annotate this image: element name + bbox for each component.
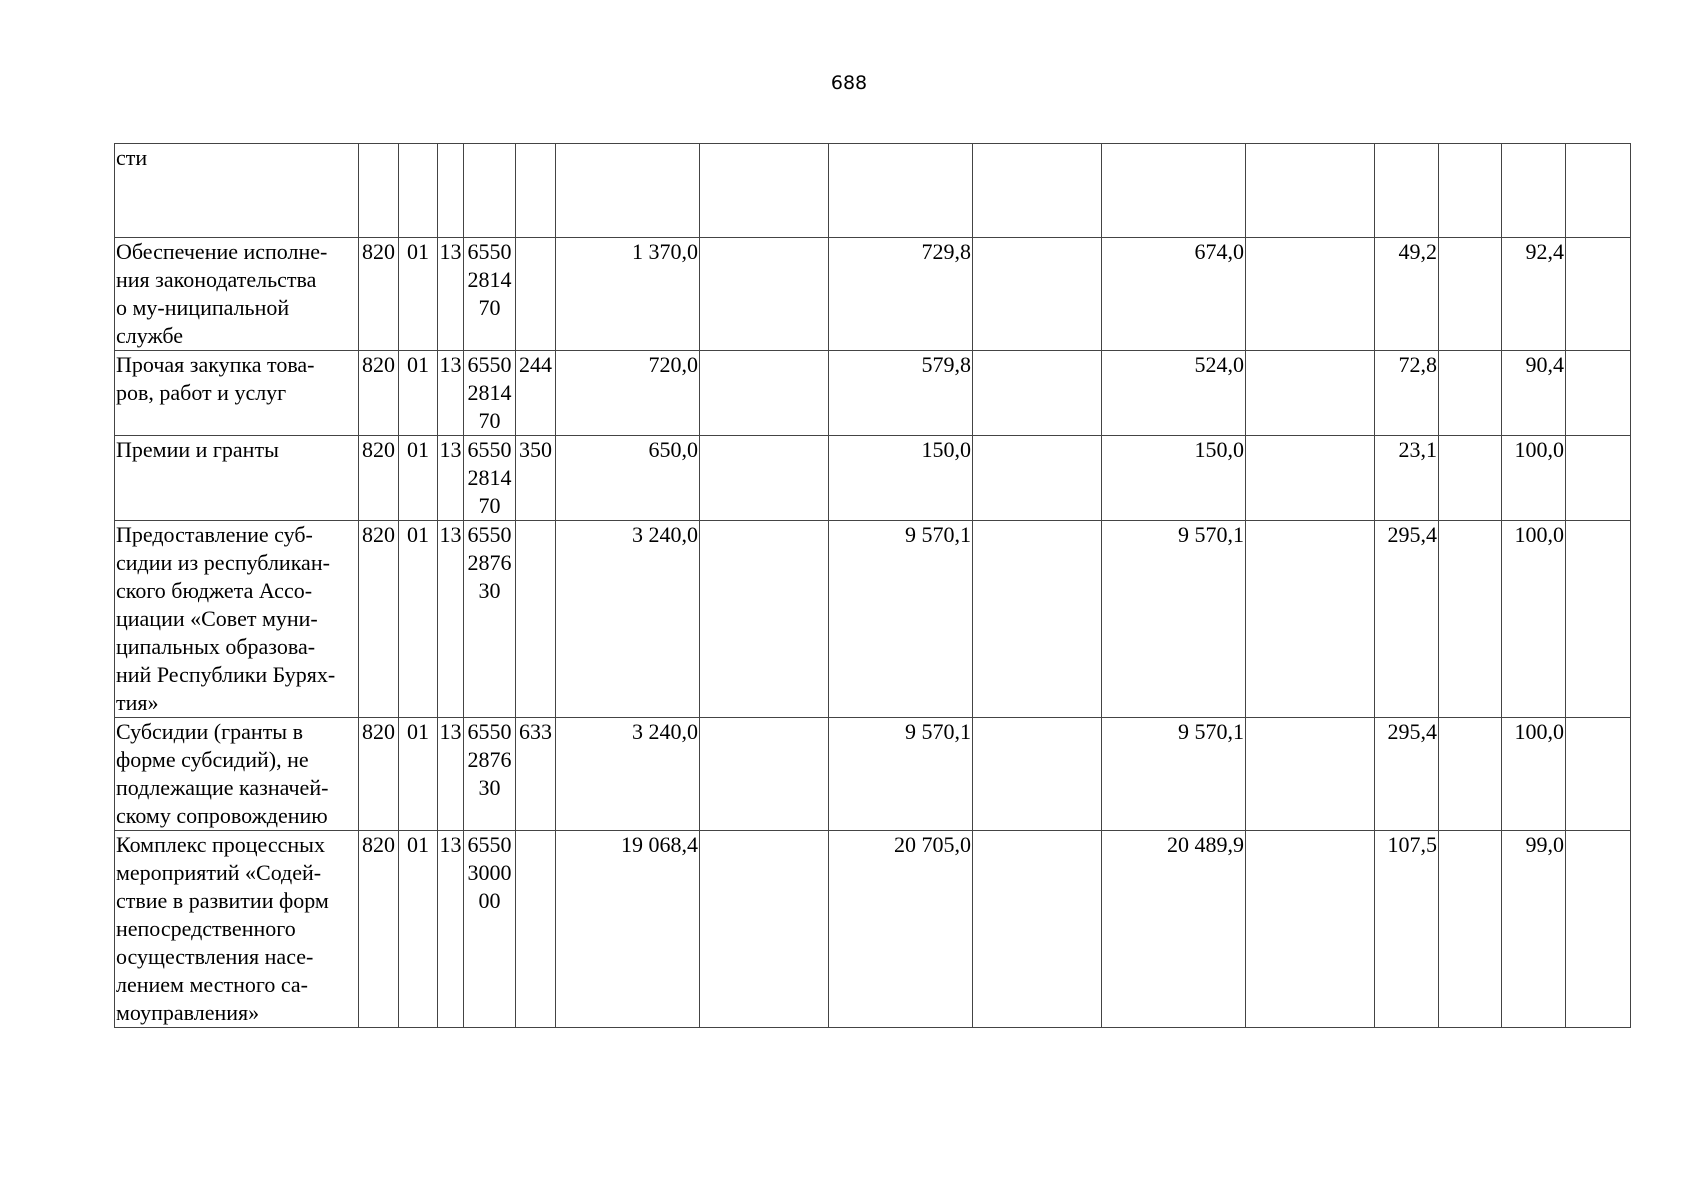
cell-empty xyxy=(973,238,1102,351)
cell-grbs: 820 xyxy=(359,436,399,521)
cell-empty xyxy=(973,521,1102,718)
cell-empty xyxy=(700,521,829,718)
cell-section: 01 xyxy=(399,351,438,436)
cell-subsection xyxy=(438,144,464,238)
cell-plan: 3 240,0 xyxy=(556,521,700,718)
cell-empty xyxy=(973,831,1102,1028)
cell-grbs xyxy=(359,144,399,238)
cell-subsection: 13 xyxy=(438,718,464,831)
cell-value-2: 729,8 xyxy=(829,238,973,351)
cell-subsection: 13 xyxy=(438,436,464,521)
cell-value-2: 9 570,1 xyxy=(829,521,973,718)
cell-grbs: 820 xyxy=(359,831,399,1028)
cell-target-article xyxy=(464,144,516,238)
cell-empty xyxy=(1439,521,1502,718)
cell-empty xyxy=(700,144,829,238)
cell-empty xyxy=(1439,238,1502,351)
cell-target-article: 6550 2876 30 xyxy=(464,521,516,718)
cell-empty xyxy=(1246,144,1375,238)
row-label: Субсидии (гранты в форме субсидий), не подлежащие казначей- скому сопровождению xyxy=(115,718,359,831)
table-row xyxy=(115,521,1631,718)
cell-empty xyxy=(973,436,1102,521)
cell-percent-1: 295,4 xyxy=(1375,718,1439,831)
cell-empty xyxy=(1566,718,1631,831)
cell-percent-1 xyxy=(1375,144,1439,238)
cell-empty xyxy=(1566,521,1631,718)
cell-expense-type: 350 xyxy=(516,436,556,521)
row-label: Прочая закупка това- ров, работ и услуг xyxy=(115,351,359,436)
cell-section: 01 xyxy=(399,238,438,351)
cell-expense-type xyxy=(516,831,556,1028)
row-label: сти xyxy=(115,144,359,238)
cell-subsection: 13 xyxy=(438,238,464,351)
cell-plan: 650,0 xyxy=(556,436,700,521)
cell-empty xyxy=(1246,831,1375,1028)
page-number: 688 xyxy=(830,72,868,94)
cell-value-2: 150,0 xyxy=(829,436,973,521)
table-row xyxy=(115,436,1631,521)
cell-section: 01 xyxy=(399,718,438,831)
cell-empty xyxy=(1566,238,1631,351)
row-label: Премии и гранты xyxy=(115,436,359,521)
cell-empty xyxy=(973,351,1102,436)
cell-target-article: 6550 2876 30 xyxy=(464,718,516,831)
cell-plan: 3 240,0 xyxy=(556,718,700,831)
cell-target-article: 6550 2814 70 xyxy=(464,436,516,521)
cell-plan: 19 068,4 xyxy=(556,831,700,1028)
cell-grbs: 820 xyxy=(359,521,399,718)
cell-percent-1: 72,8 xyxy=(1375,351,1439,436)
cell-value-3 xyxy=(1102,144,1246,238)
cell-percent-2: 99,0 xyxy=(1502,831,1566,1028)
cell-percent-1: 107,5 xyxy=(1375,831,1439,1028)
cell-percent-1: 295,4 xyxy=(1375,521,1439,718)
cell-empty xyxy=(973,718,1102,831)
cell-section: 01 xyxy=(399,831,438,1028)
cell-empty xyxy=(700,831,829,1028)
table-row xyxy=(115,351,1631,436)
cell-value-3: 150,0 xyxy=(1102,436,1246,521)
cell-percent-2: 90,4 xyxy=(1502,351,1566,436)
row-label: Обеспечение исполне- ния законодательства о му-ниципальной службе xyxy=(115,238,359,351)
cell-section: 01 xyxy=(399,521,438,718)
cell-grbs: 820 xyxy=(359,351,399,436)
cell-empty xyxy=(700,436,829,521)
cell-percent-2: 100,0 xyxy=(1502,521,1566,718)
cell-target-article: 6550 2814 70 xyxy=(464,351,516,436)
cell-value-2: 579,8 xyxy=(829,351,973,436)
cell-value-3: 20 489,9 xyxy=(1102,831,1246,1028)
cell-percent-2: 100,0 xyxy=(1502,436,1566,521)
cell-section xyxy=(399,144,438,238)
cell-empty xyxy=(1439,144,1502,238)
table-row xyxy=(115,238,1631,351)
cell-expense-type: 633 xyxy=(516,718,556,831)
cell-empty xyxy=(1439,351,1502,436)
cell-target-article: 6550 3000 00 xyxy=(464,831,516,1028)
cell-empty xyxy=(1566,144,1631,238)
cell-value-3: 9 570,1 xyxy=(1102,718,1246,831)
cell-value-2: 20 705,0 xyxy=(829,831,973,1028)
cell-empty xyxy=(700,351,829,436)
cell-empty xyxy=(1566,351,1631,436)
table-row xyxy=(115,831,1631,1028)
cell-value-3: 524,0 xyxy=(1102,351,1246,436)
cell-target-article: 6550 2814 70 xyxy=(464,238,516,351)
cell-value-2: 9 570,1 xyxy=(829,718,973,831)
cell-value-3: 9 570,1 xyxy=(1102,521,1246,718)
cell-grbs: 820 xyxy=(359,238,399,351)
cell-percent-2: 100,0 xyxy=(1502,718,1566,831)
budget-table xyxy=(114,143,1631,1028)
cell-value-3: 674,0 xyxy=(1102,238,1246,351)
cell-empty xyxy=(973,144,1102,238)
cell-grbs: 820 xyxy=(359,718,399,831)
table-row xyxy=(115,718,1631,831)
cell-empty xyxy=(1566,831,1631,1028)
cell-expense-type: 244 xyxy=(516,351,556,436)
cell-expense-type xyxy=(516,521,556,718)
cell-empty xyxy=(700,238,829,351)
row-label: Предоставление суб- сидии из республикан- ского бюджета Ассо- циации «Совет муни- ципальных образова- ний Республики Бурях- тия» xyxy=(115,521,359,718)
cell-expense-type xyxy=(516,238,556,351)
cell-expense-type xyxy=(516,144,556,238)
cell-empty xyxy=(1566,436,1631,521)
cell-empty xyxy=(700,718,829,831)
cell-empty xyxy=(1246,521,1375,718)
cell-percent-2 xyxy=(1502,144,1566,238)
table-row xyxy=(115,144,1631,238)
cell-empty xyxy=(1246,436,1375,521)
cell-percent-1: 49,2 xyxy=(1375,238,1439,351)
cell-percent-2: 92,4 xyxy=(1502,238,1566,351)
cell-plan: 1 370,0 xyxy=(556,238,700,351)
cell-empty xyxy=(1246,238,1375,351)
cell-section: 01 xyxy=(399,436,438,521)
cell-empty xyxy=(1439,436,1502,521)
cell-plan: 720,0 xyxy=(556,351,700,436)
cell-empty xyxy=(1246,718,1375,831)
cell-subsection: 13 xyxy=(438,831,464,1028)
cell-empty xyxy=(1439,831,1502,1028)
cell-value-2 xyxy=(829,144,973,238)
cell-subsection: 13 xyxy=(438,351,464,436)
cell-plan xyxy=(556,144,700,238)
cell-empty xyxy=(1246,351,1375,436)
cell-empty xyxy=(1439,718,1502,831)
cell-subsection: 13 xyxy=(438,521,464,718)
cell-percent-1: 23,1 xyxy=(1375,436,1439,521)
row-label: Комплекс процессных мероприятий «Содей- ствие в развитии форм непосредственного осуществления насе- лением местного са- моуправления» xyxy=(115,831,359,1028)
